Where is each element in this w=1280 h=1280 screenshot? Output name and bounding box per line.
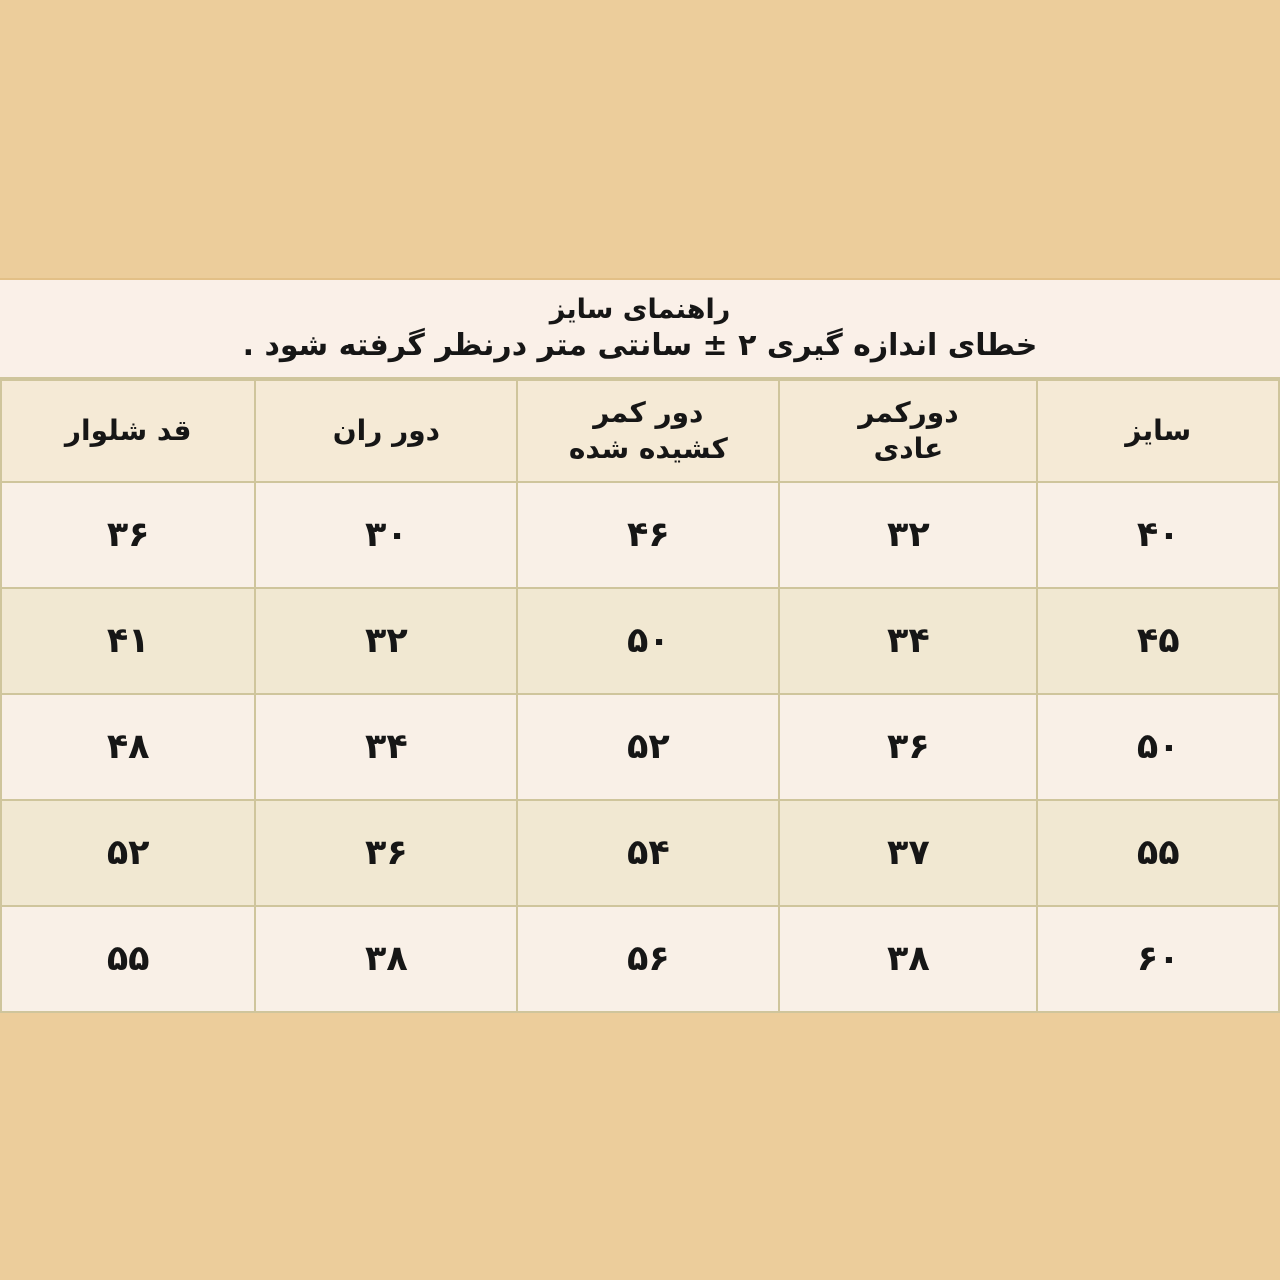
cell-pants-length: ۴۸ — [1, 694, 255, 800]
column-header-waist-normal-line1: دورکمر — [858, 395, 959, 429]
cell-pants-length: ۵۵ — [1, 906, 255, 1012]
table-row-size-50 — [1, 694, 1279, 800]
cell-waist-stretched: ۵۴ — [517, 800, 779, 906]
cell-size: ۵۵ — [1037, 800, 1279, 906]
column-header-waist-stretched — [517, 380, 779, 482]
cell-waist-normal: ۳۷ — [779, 800, 1037, 906]
header-row — [1, 380, 1279, 482]
column-header-pants-length-label: قد شلوار — [64, 413, 192, 447]
cell-size: ۶۰ — [1037, 906, 1279, 1012]
size-guide-title: راهنمای سایز — [549, 293, 731, 325]
column-header-size — [1037, 380, 1279, 482]
cell-thigh: ۳۰ — [255, 482, 517, 588]
column-header-waist-normal — [779, 380, 1037, 482]
measurement-error-note: خطای اندازه گیری ۲ ± سانتی متر درنظر گرفته شود . — [242, 327, 1038, 363]
table-row-size-55 — [1, 800, 1279, 906]
cell-size: ۴۰ — [1037, 482, 1279, 588]
cell-waist-stretched: ۵۰ — [517, 588, 779, 694]
table-row-size-45 — [1, 588, 1279, 694]
size-guide-sheet — [0, 278, 1280, 1013]
cell-pants-length: ۴۱ — [1, 588, 255, 694]
cell-waist-stretched: ۴۶ — [517, 482, 779, 588]
size-table-header — [1, 380, 1279, 482]
column-header-thigh — [255, 380, 517, 482]
cell-waist-stretched: ۵۶ — [517, 906, 779, 1012]
size-guide-title-band — [0, 278, 1280, 379]
cell-waist-normal: ۳۶ — [779, 694, 1037, 800]
column-header-pants-length — [1, 380, 255, 482]
column-header-waist-stretched-line1: دور کمر — [593, 395, 704, 429]
table-row-size-40 — [1, 482, 1279, 588]
size-table-body — [1, 482, 1279, 1012]
column-header-size-label: سایز — [1125, 413, 1192, 447]
cell-waist-stretched: ۵۲ — [517, 694, 779, 800]
table-row-size-60 — [1, 906, 1279, 1012]
cell-size: ۵۰ — [1037, 694, 1279, 800]
column-header-waist-normal-line2: عادی — [873, 432, 944, 465]
cell-pants-length: ۳۶ — [1, 482, 255, 588]
cell-waist-normal: ۳۴ — [779, 588, 1037, 694]
size-table — [0, 379, 1280, 1013]
cell-thigh: ۳۶ — [255, 800, 517, 906]
cell-thigh: ۳۴ — [255, 694, 517, 800]
cell-pants-length: ۵۲ — [1, 800, 255, 906]
column-header-waist-stretched-line2: کشیده شده — [568, 432, 728, 465]
cell-waist-normal: ۳۸ — [779, 906, 1037, 1012]
cell-waist-normal: ۳۲ — [779, 482, 1037, 588]
column-header-thigh-label: دور ران — [332, 413, 440, 447]
cell-size: ۴۵ — [1037, 588, 1279, 694]
cell-thigh: ۳۲ — [255, 588, 517, 694]
cell-thigh: ۳۸ — [255, 906, 517, 1012]
